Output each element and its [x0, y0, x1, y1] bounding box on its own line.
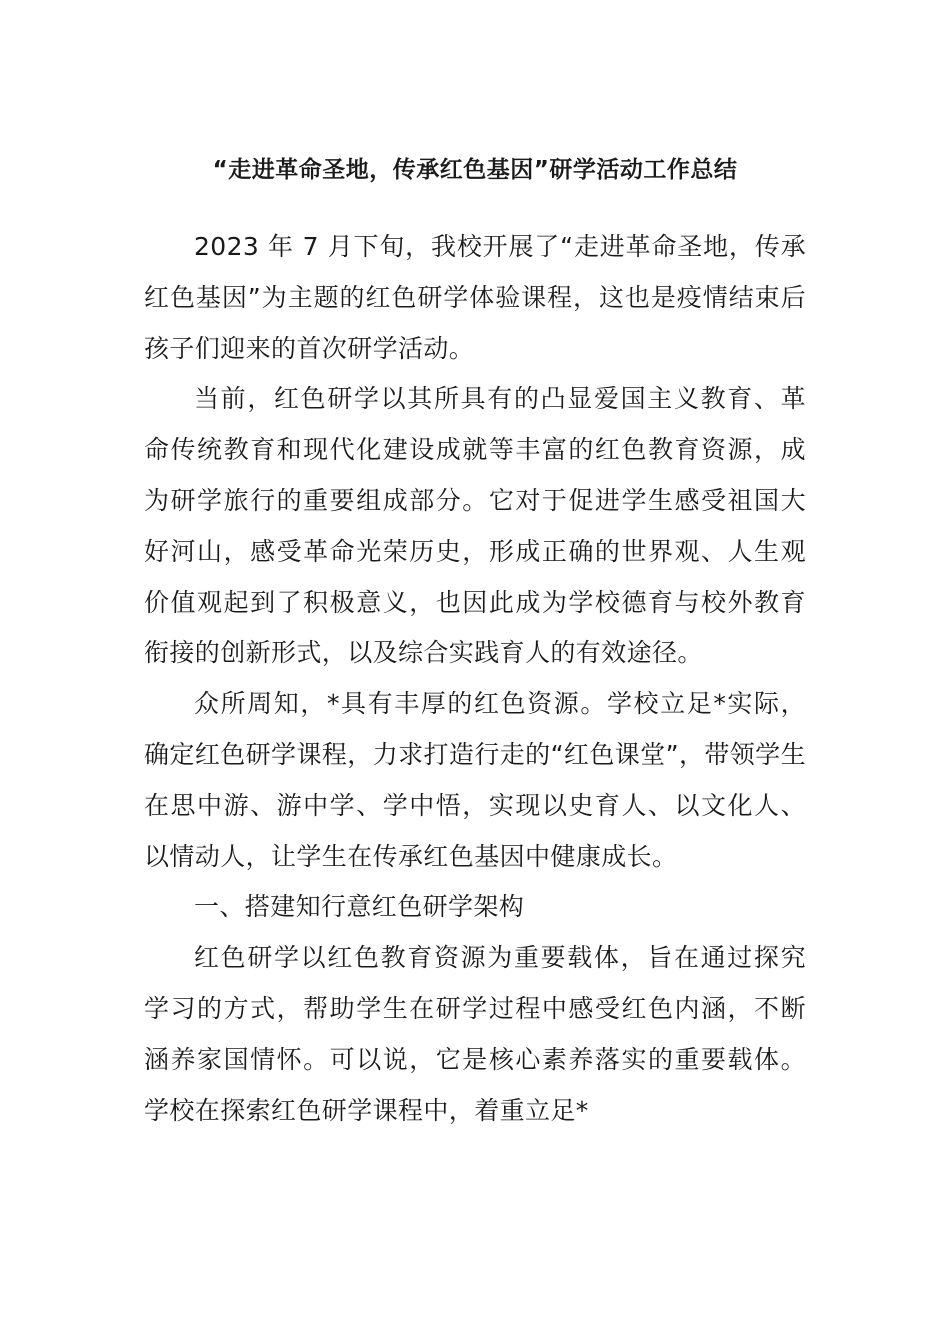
document-title: “走进革命圣地，传承红色基因”研学活动工作总结: [212, 157, 738, 183]
paragraph-resources: [144, 679, 806, 882]
text-line: 众所周知，*具有丰厚的红色资源。学校立足*实际，: [194, 689, 806, 719]
text-line: 在思中游、游中学、学中悟，实现以史育人、以文化人、: [144, 790, 806, 820]
paragraph-context: [144, 374, 806, 679]
text-line: 命传统教育和现代化建设成就等丰富的红色教育资源，成: [144, 435, 806, 465]
text-line: 价值观起到了积极意义，也因此成为学校德育与校外教育: [144, 587, 806, 617]
text-line: 为研学旅行的重要组成部分。它对于促进学生感受祖国大: [144, 485, 806, 515]
document-body: [144, 222, 806, 1136]
paragraph-intro: [144, 222, 806, 374]
text-line: 以情动人，让学生在传承红色基因中健康成长。: [144, 841, 678, 871]
text-line: 红色研学以红色教育资源为重要载体，旨在通过探究: [194, 943, 806, 973]
text-line: 学校在探索红色研学课程中，着重立足*: [144, 1095, 589, 1125]
text-line: 孩子们迎来的首次研学活动。: [144, 333, 475, 363]
text-line: 好河山，感受革命光荣历史，形成正确的世界观、人生观: [144, 536, 806, 566]
text-line: 涵养家国情怀。可以说，它是核心素养落实的重要载体。: [144, 1044, 806, 1074]
text-line: 衔接的创新形式，以及综合实践育人的有效途径。: [144, 638, 703, 668]
section-heading: 一、搭建知行意红色研学架构: [194, 892, 525, 922]
text-line: 确定红色研学课程，力求打造行走的“红色课堂”，带领学生: [144, 739, 806, 769]
text-line: 2023 年 7 月下旬，我校开展了“走进革命圣地，传承: [194, 232, 806, 261]
text-line: 学习的方式，帮助学生在研学过程中感受红色内涵，不断: [144, 993, 806, 1023]
text-line: 当前，红色研学以其所具有的凸显爱国主义教育、革: [194, 384, 806, 414]
text-line: 红色基因”为主题的红色研学体验课程，这也是疫情结束后: [144, 282, 806, 312]
paragraph-section-one: [144, 933, 806, 1136]
